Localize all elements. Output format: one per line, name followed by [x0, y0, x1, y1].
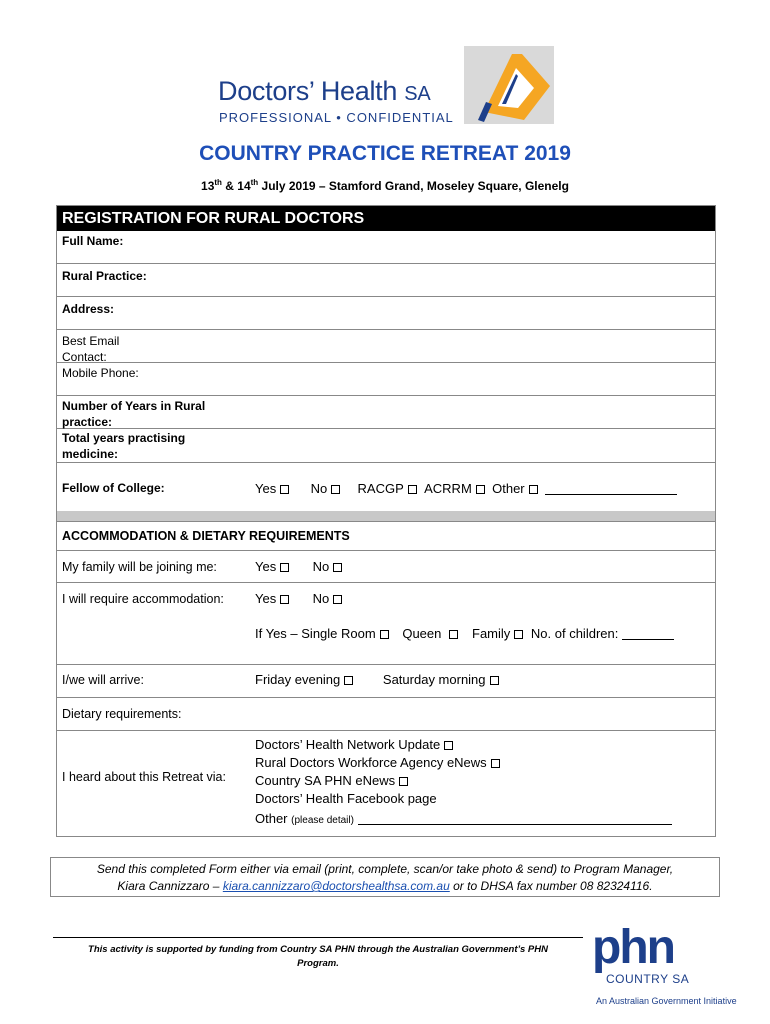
years-total-row[interactable] [57, 429, 715, 463]
checkbox-icon[interactable] [333, 595, 342, 604]
accommodation-row [57, 583, 715, 665]
arrival-row [57, 665, 715, 698]
arrival-friday[interactable] [255, 672, 353, 687]
phn-wordmark: phn [592, 921, 674, 974]
footer-divider [53, 937, 583, 938]
years-rural-row[interactable] [57, 396, 715, 429]
address-row[interactable] [57, 297, 715, 330]
option-label: ACRRM [424, 481, 472, 496]
checkbox-icon[interactable] [491, 759, 500, 768]
option-label: No [312, 559, 330, 574]
years-total-label [62, 430, 242, 462]
logo-wordmark [218, 76, 430, 107]
date-sup: th [250, 178, 259, 187]
option-label: Yes [255, 591, 277, 606]
fellow-acrrm[interactable] [424, 481, 485, 496]
email-label [62, 333, 242, 365]
option-label: No [312, 591, 330, 606]
email-row[interactable] [57, 330, 715, 363]
submission-note [50, 857, 720, 897]
accommodation-heading: ACCOMMODATION & DIETARY REQUIREMENTS [57, 522, 715, 551]
checkbox-icon[interactable] [333, 563, 342, 572]
fellow-yes[interactable] [255, 481, 289, 496]
option-label: If Yes – Single Room [255, 626, 376, 641]
logo-d-mark-icon [464, 46, 554, 124]
arrival-label: I/we will arrive: [62, 673, 144, 687]
option-label: Family [472, 626, 511, 641]
option-label: Saturday morning [382, 672, 486, 687]
funding-text: Program [297, 958, 337, 969]
registration-heading: REGISTRATION FOR RURAL DOCTORS [57, 206, 715, 231]
option-label: No. of children: [530, 626, 619, 641]
accommodation-options [255, 591, 356, 606]
option-label: Yes [255, 559, 277, 574]
fellow-options [255, 481, 677, 496]
dietary-label: Dietary requirements: [62, 707, 182, 721]
fellow-racgp[interactable] [358, 481, 417, 496]
full-name-label: Full Name: [62, 234, 124, 248]
option-label: Doctors’ Health Network Update [255, 737, 441, 752]
checkbox-icon[interactable] [331, 485, 340, 494]
mobile-row[interactable] [57, 363, 715, 396]
mobile-label: Mobile Phone: [62, 366, 139, 380]
option-label: Friday evening [255, 672, 341, 687]
email-label-line: Best Email [62, 334, 120, 348]
phn-region: COUNTRY SA [606, 972, 690, 986]
heard-phn[interactable] [255, 772, 672, 790]
fellow-other[interactable] [492, 481, 538, 496]
option-label: Other [255, 811, 288, 826]
years-total-line: Total years practising [62, 431, 186, 445]
note-line [51, 878, 719, 895]
accommodation-label: I will require accommodation: [62, 592, 224, 606]
logo-tagline: PROFESSIONAL • CONFIDENTIAL [219, 110, 454, 125]
arrival-saturday[interactable] [383, 672, 499, 687]
date-location: July 2019 – Stamford Grand, Moseley Square, Glenelg [258, 179, 569, 193]
dietary-row[interactable] [57, 698, 715, 731]
family-no[interactable] [313, 559, 343, 574]
checkbox-icon[interactable] [449, 630, 458, 639]
family-options [255, 559, 356, 574]
years-rural-line: practice: [62, 415, 113, 429]
funding-line: Program. [297, 958, 339, 969]
checkbox-icon[interactable] [444, 741, 453, 750]
fellow-label: Fellow of College: [62, 481, 165, 495]
checkbox-icon[interactable] [280, 595, 289, 604]
other-field[interactable] [358, 824, 672, 825]
phn-logo [592, 921, 737, 1010]
checkbox-icon[interactable] [280, 485, 289, 494]
email-link[interactable]: kiara.cannizzaro@doctorshealthsa.com.au [222, 879, 450, 893]
option-label: Country SA PHN eNews [255, 773, 396, 788]
rural-practice-label: Rural Practice: [62, 269, 147, 283]
option-label: Rural Doctors Workforce Agency eNews [255, 755, 487, 770]
checkbox-icon[interactable] [514, 630, 523, 639]
children-count[interactable] [531, 626, 674, 641]
doctors-health-logo [218, 46, 558, 130]
logo-name: Doctors’ Health [218, 76, 398, 106]
arrival-options [255, 672, 499, 687]
logo-sa: SA [404, 83, 431, 105]
checkbox-icon[interactable] [408, 485, 417, 494]
room-options [255, 626, 674, 641]
family-label: My family will be joining me: [62, 560, 217, 574]
room-family[interactable] [472, 626, 523, 641]
rural-practice-row[interactable] [57, 264, 715, 297]
heard-dhnu[interactable] [255, 736, 672, 754]
funding-note [53, 943, 583, 971]
checkbox-icon[interactable] [490, 676, 499, 685]
years-rural-line: Number of Years in Rural [62, 399, 206, 413]
checkbox-icon[interactable] [344, 676, 353, 685]
accommodation-yes[interactable] [255, 591, 289, 606]
accommodation-no[interactable] [313, 591, 343, 606]
full-name-row[interactable] [57, 231, 715, 264]
fellow-row [57, 463, 715, 511]
heard-rdwa[interactable] [255, 754, 672, 772]
heard-about-options [255, 736, 672, 830]
children-field[interactable] [622, 639, 674, 640]
funding-line: This activity is supported by funding from Country SA PHN through the Australian Government’s PHN [88, 944, 548, 955]
heard-about-row [57, 731, 715, 836]
heard-other[interactable] [255, 810, 672, 830]
date-sup: th [214, 178, 222, 187]
option-label: Other [492, 481, 525, 496]
other-hint: (please detail) [291, 815, 354, 826]
registration-form [56, 205, 716, 837]
room-single[interactable] [255, 626, 389, 641]
date-part: & 14 [221, 179, 251, 193]
heard-facebook[interactable]: Doctors’ Health Facebook page [255, 791, 437, 806]
page-title: COUNTRY PRACTICE RETREAT 2019 [199, 142, 571, 165]
note-text: or to DHSA fax number 08 82324116. [449, 879, 653, 893]
fellow-other-field[interactable] [545, 494, 677, 495]
section-divider [57, 511, 715, 522]
gov-initiative: An Australian Government Initiative [596, 996, 737, 1006]
email-label-line: Contact: [62, 350, 107, 364]
checkbox-icon[interactable] [380, 630, 389, 639]
note-text: Kiara Cannizzaro – [117, 879, 223, 893]
event-date-location [0, 178, 770, 193]
option-label: No [310, 481, 328, 496]
checkbox-icon[interactable] [280, 563, 289, 572]
note-line: Send this completed Form either via email (print, complete, scan/or take photo & send) to Program Manager, [96, 862, 674, 876]
date-part: 13 [201, 179, 215, 193]
family-yes[interactable] [255, 559, 289, 574]
room-queen[interactable] [402, 626, 458, 641]
fellow-no[interactable] [311, 481, 341, 496]
option-label: Yes [255, 481, 277, 496]
checkbox-icon[interactable] [476, 485, 485, 494]
option-label: Queen [402, 626, 442, 641]
years-rural-label [62, 398, 242, 430]
address-label: Address: [62, 302, 115, 316]
option-label: RACGP [357, 481, 404, 496]
checkbox-icon[interactable] [399, 777, 408, 786]
family-row [57, 551, 715, 583]
heard-about-label: I heard about this Retreat via: [62, 770, 226, 784]
years-total-line: medicine: [62, 447, 119, 461]
checkbox-icon[interactable] [529, 485, 538, 494]
